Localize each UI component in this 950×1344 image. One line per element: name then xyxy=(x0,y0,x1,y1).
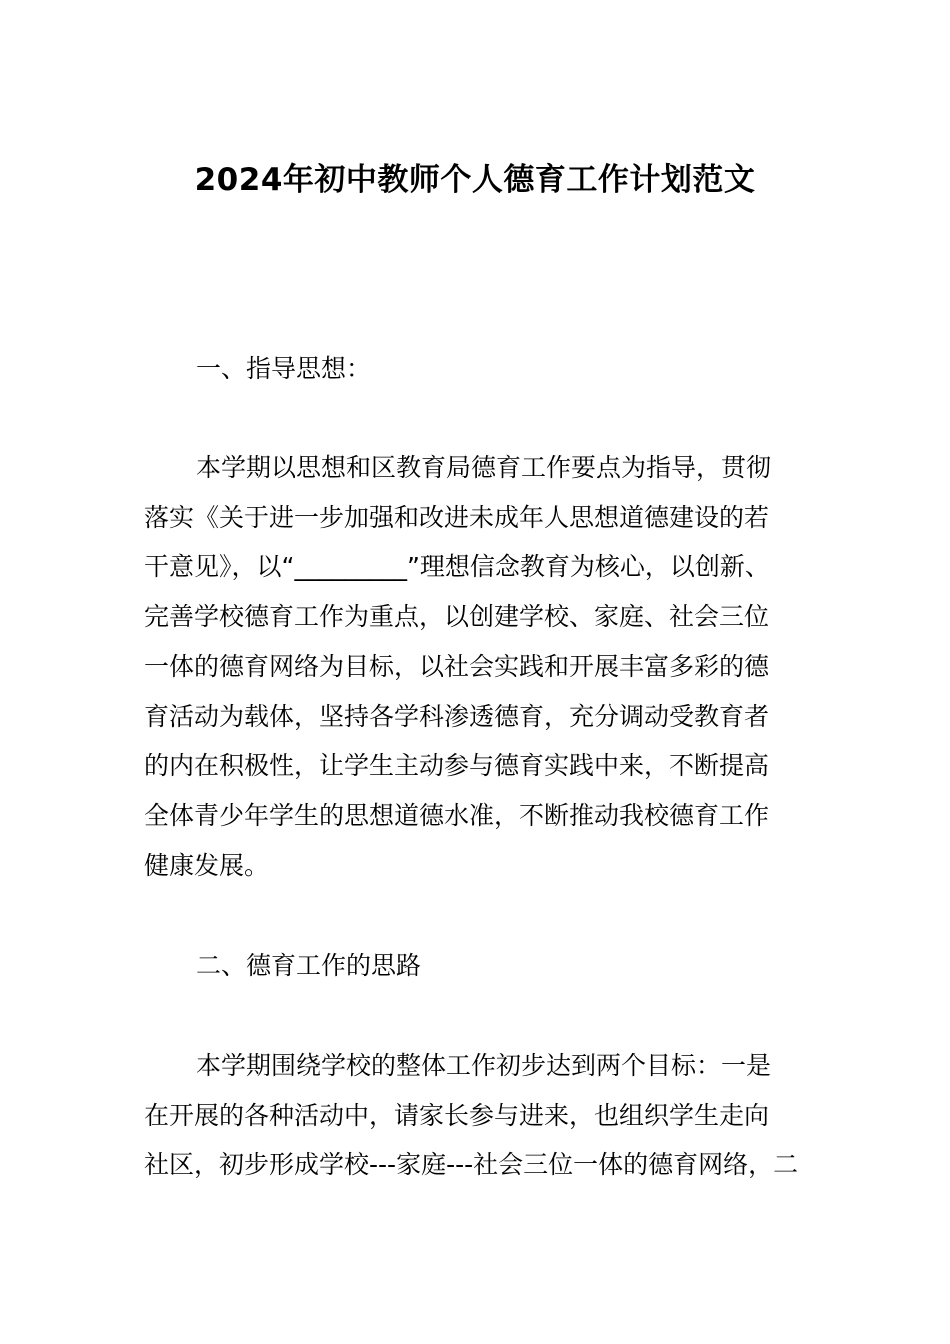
paragraph-line: 社区，初步形成学校---家庭---社会三位一体的德育网络，二 xyxy=(144,1150,799,1180)
paragraph-line: 落实《关于进一步加强和改进未成年人思想道德建设的若 xyxy=(144,502,770,532)
paragraph-line: 干意见》，以“_________”理想信念教育为核心，以创新、 xyxy=(144,552,770,582)
paragraph-line: 本学期围绕学校的整体工作初步达到两个目标：一是 xyxy=(196,1051,772,1080)
paragraph-line: 在开展的各种活动中，请家长参与进来，也组织学生走向 xyxy=(144,1100,770,1130)
paragraph-line: 育活动为载体，坚持各学科渗透德育，充分调动受教育者 xyxy=(144,701,770,731)
paragraph-work-approach xyxy=(144,1041,808,1190)
document-title: 2024年初中教师个人德育工作计划范文 xyxy=(194,162,756,198)
paragraph-line: 完善学校德育工作为重点，以创建学校、家庭、社会三位 xyxy=(144,602,770,632)
paragraph-line: 全体青少年学生的思想道德水准，不断推动我校德育工作 xyxy=(144,800,770,830)
paragraph-line: 健康发展。 xyxy=(144,850,270,880)
paragraph-line: 一体的德育网络为目标，以社会实践和开展丰富多彩的德 xyxy=(144,651,770,681)
paragraph-line: 的内在积极性，让学生主动参与德育实践中来，不断提高 xyxy=(144,751,770,781)
paragraph-guiding-ideology xyxy=(144,443,808,890)
paragraph-line: 本学期以思想和区教育局德育工作要点为指导，贯彻 xyxy=(196,453,772,482)
section-heading-guiding-ideology: 一、指导思想： xyxy=(196,354,372,383)
section-heading-work-approach: 二、德育工作的思路 xyxy=(196,951,422,980)
